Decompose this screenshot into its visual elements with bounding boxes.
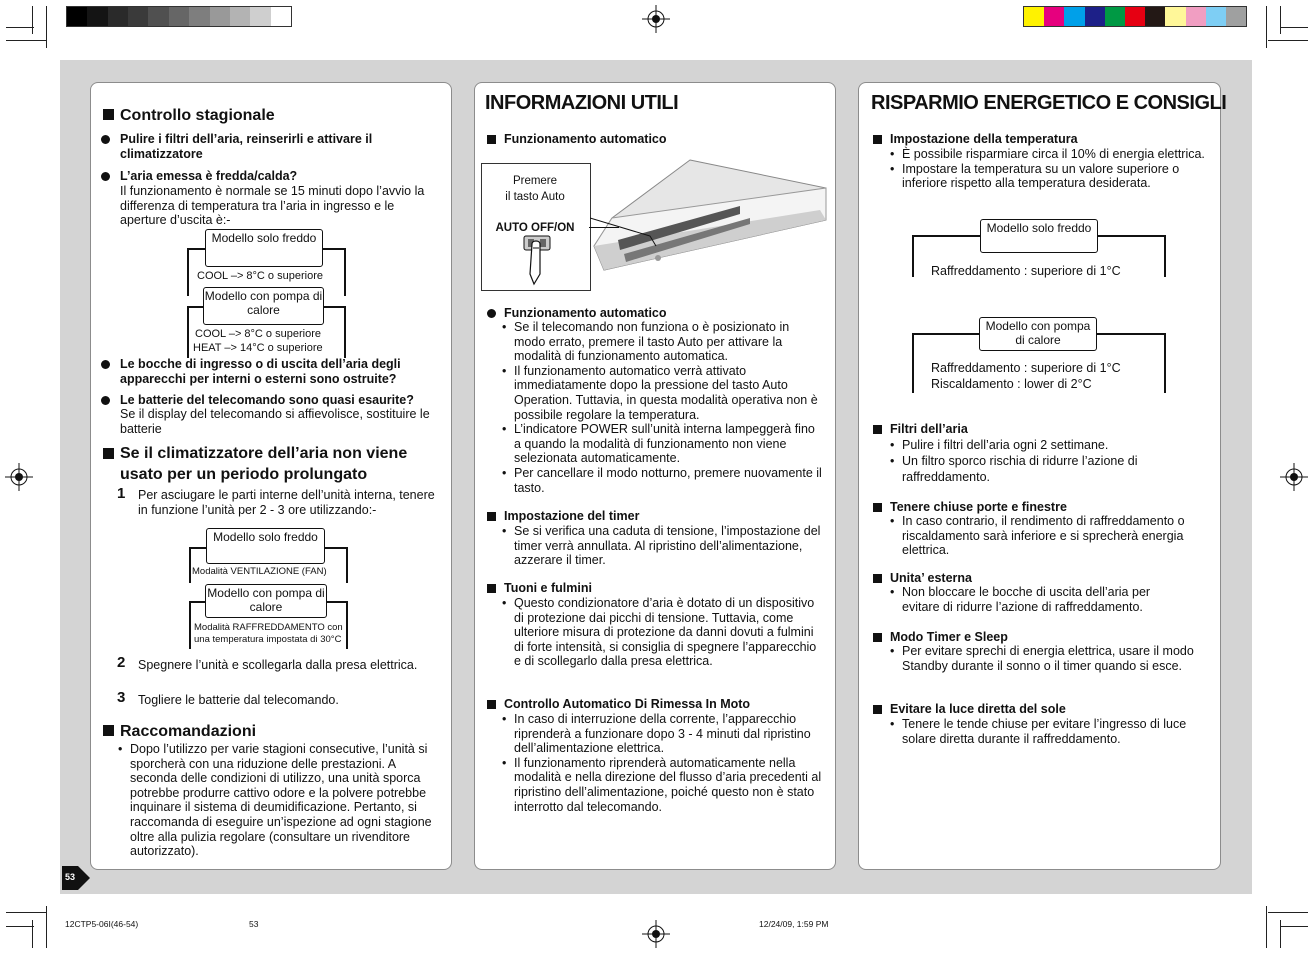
- sleep-timer-list: [890, 644, 1208, 673]
- cool-only-box: Modello solo freddo: [205, 229, 323, 267]
- temperature-list: [890, 147, 1205, 191]
- list-item: • Tenere le tende chiuse per evitare l’ingresso di luce solare diretta durante il raffreddamento.: [890, 717, 1210, 746]
- list-item: • Per evitare sprechi di energia elettrica, usare il modo Standby durante il sonno o il timer quando si esce.: [890, 644, 1208, 673]
- subheading: Filtri dell’aria: [890, 422, 968, 437]
- color-swatch: [1024, 7, 1044, 26]
- subheading: Tenere chiuse porte e finestre: [890, 500, 1067, 515]
- color-swatch: [230, 7, 250, 26]
- heat-pump-box: Modello con pompa di calore: [203, 287, 324, 325]
- page-title: INFORMAZIONI UTILI: [485, 92, 679, 114]
- color-swatch: [1165, 7, 1185, 26]
- subheading: Evitare la luce diretta del sole: [890, 702, 1066, 717]
- subheading: Impostazione del timer: [504, 509, 639, 524]
- list-item: • Questo condizionatore d’aria è dotato di un dispositivo di protezione dai picchi di tensione. Tuttavia, come ulteriore misura di protezione da danni dovuti a fulmini di forte intensità, si consiglia di spegnere l’apparecchio e di scollegarlo dalla presa elettrica.: [502, 596, 822, 669]
- cool-mode-line: Modalità RAFFREDDAMENTO con: [194, 622, 343, 633]
- registration-mark-bottom: [642, 920, 670, 948]
- air-temp-text: Il funzionamento è normale se 15 minuti dopo l’avvio la differenza di temperatura tra l’aria in ingresso e le aperture d’uscita è:-: [120, 184, 425, 227]
- footer-file: 12CTP5-06I(46-54): [65, 919, 139, 929]
- section-unused-long: [103, 443, 453, 485]
- bullet-air-temp: L’aria emessa è fredda/calda?: [120, 169, 440, 184]
- step-number: 2: [117, 654, 126, 671]
- remote-instruction-2: il tasto Auto: [505, 191, 565, 203]
- list-item: • Se il telecomando non funziona o è posizionato in modo errato, premere il tasto Auto per attivare la modalità di funzionamento automatica.: [502, 320, 822, 364]
- cool-only-line: Raffreddamento : superiore di 1°C: [931, 264, 1121, 278]
- filter-list: [890, 437, 1190, 485]
- registration-mark-left: [5, 463, 33, 491]
- color-swatch: [189, 7, 209, 26]
- heat-pump-line-heat: HEAT –> 14°C o superiore: [193, 342, 323, 354]
- page-number: 53: [65, 872, 76, 882]
- footer-date: 12/24/09, 1:59 PM: [759, 919, 829, 929]
- subheading: Unita’ esterna: [890, 571, 972, 586]
- heat-pump-line-heat: Riscaldamento : lower di 2°C: [931, 377, 1092, 391]
- step-1-text: Per asciugare le parti interne dell’unità interna, tenere in funzione l’unità per 2 - 3 ore utilizzando:-: [138, 488, 435, 517]
- heat-pump-line-cool: COOL –> 8°C o superiore: [195, 328, 321, 340]
- color-swatch: [1085, 7, 1105, 26]
- bullet-clean-filters: Pulire i filtri dell’aria, reinserirli e attivare il climatizzatore: [120, 132, 440, 162]
- finger-press-icon: [518, 234, 558, 286]
- list-item: • Un filtro sporco rischia di ridurre l’azione di raffreddamento.: [890, 453, 1190, 485]
- subheading: Funzionamento automatico: [504, 132, 667, 147]
- list-item: • Non bloccare le bocche di uscita dell’aria per evitare di ridurre l’azione di raffreddamento.: [890, 585, 1190, 614]
- list-item: • Il funzionamento riprenderà automaticamente nella modalità e nella direzione del flusso d’aria precedenti al ripristino dell’alimentazione, poiché questo non è stato interrotto dal telecomando.: [502, 756, 822, 814]
- auto-list: [502, 320, 822, 495]
- color-swatch: [67, 7, 87, 26]
- color-swatch: [1064, 7, 1084, 26]
- connector-line: [589, 227, 619, 228]
- subheading: Controllo Automatico Di Rimessa In Moto: [504, 697, 750, 712]
- list-item: • Impostare la temperatura su un valore superiore o inferiore rispetto alla temperatura desiderata.: [890, 162, 1205, 191]
- color-swatch: [1125, 7, 1145, 26]
- thunder-list: [502, 596, 822, 669]
- timer-list: [502, 524, 827, 568]
- recommendations-list: [118, 742, 443, 859]
- sun-list: [890, 717, 1210, 746]
- section-seasonal-control: [103, 105, 275, 126]
- batteries-text: Se il display del telecomando si affievolisce, sostituire le batterie: [120, 407, 430, 436]
- step-number: 1: [117, 485, 126, 502]
- heat-pump-box: Modello con pompa di calore: [205, 584, 327, 618]
- color-swatch: [1186, 7, 1206, 26]
- step-2-text: Spegnere l’unità e scollegarla dalla presa elettrica.: [138, 658, 418, 672]
- list-item: • Per cancellare il modo notturno, premere nuovamente il tasto.: [502, 466, 822, 495]
- section-title: Se il climatizzatore dell’aria non viene usato per un periodo prolungato: [120, 445, 408, 483]
- footer-page: 53: [249, 919, 259, 929]
- list-item: • In caso di interruzione della corrente, l’apparecchio riprenderà a funzionare dopo 3 - 4 minuti dal ripristino dell’alimentazione elettrica.: [502, 712, 822, 756]
- registration-mark-top: [642, 5, 670, 33]
- subheading: Tuoni e fulmini: [504, 581, 592, 596]
- bullet-batteries: Le batterie del telecomando sono quasi esaurite?: [120, 393, 440, 408]
- subheading: Funzionamento automatico: [504, 306, 667, 321]
- auto-button-label: AUTO OFF/ON: [495, 222, 575, 234]
- restart-list: [502, 712, 822, 814]
- list-item: • Dopo l’utilizzo per varie stagioni consecutive, l’unità si sporcherà con una riduzione delle prestazioni. A seconda delle condizioni di utilizzo, una unità sporca potrebbe produrre cattivo odore e la polvere potrebbe inquinare il sistema di deumidificazione. Pertanto, si raccomanda di eseguire un’ispezione ad ogni stagione oltre alla pulizia regolare (consultare un rivenditore autorizzato).: [118, 742, 443, 859]
- remote-instruction-1: Premere: [512, 175, 558, 187]
- list-item: • È possibile risparmiare circa il 10% di energia elettrica.: [890, 147, 1205, 162]
- color-swatch: [1145, 7, 1165, 26]
- list-item: • Il funzionamento automatico verrà attivato immediatamente dopo la pressione del tasto Auto Operation. Tuttavia, in questa modalità operativa non è possibile regolare la temperatura.: [502, 364, 822, 422]
- list-item: • Pulire i filtri dell’aria ogni 2 settimane.: [890, 437, 1190, 453]
- heat-pump-line-cool: Raffreddamento : superiore di 1°C: [931, 361, 1121, 375]
- section-title: Controllo stagionale: [120, 107, 275, 124]
- list-item: • In caso contrario, il rendimento di raffreddamento o riscaldamento sarà inferiore e si sprecherà energia elettrica.: [890, 514, 1210, 558]
- step-number: 3: [117, 689, 126, 706]
- color-swatch: [128, 7, 148, 26]
- color-swatch: [1226, 7, 1246, 26]
- color-swatch: [250, 7, 270, 26]
- heat-pump-box: Modello con pompa di calore: [979, 317, 1097, 351]
- cool-only-line: COOL –> 8°C o superiore: [197, 270, 323, 282]
- grayscale-bar: [66, 6, 292, 27]
- color-swatch: [210, 7, 230, 26]
- cool-mode-line-2: una temperatura impostata di 30°C: [194, 634, 342, 645]
- color-swatch: [1044, 7, 1064, 26]
- page-title: RISPARMIO ENERGETICO E CONSIGLI: [871, 92, 1227, 114]
- color-swatch: [1105, 7, 1125, 26]
- list-item: • L’indicatore POWER sull’unità interna lampeggerà fino a quando la modalità di funzionamento non viene selezionata automaticamente.: [502, 422, 822, 466]
- color-swatch: [148, 7, 168, 26]
- bullet-vents-blocked: Le bocche di ingresso o di uscita dell’aria degli apparecchi per interni o esterni sono ostruite?: [120, 357, 430, 387]
- color-swatch: [87, 7, 107, 26]
- color-swatch: [169, 7, 189, 26]
- registration-mark-right: [1280, 463, 1308, 491]
- color-swatch: [108, 7, 128, 26]
- door-list: [890, 514, 1210, 558]
- cool-only-box: Modello solo freddo: [206, 528, 325, 564]
- list-item: • Se si verifica una caduta di tensione, l’impostazione del timer verrà annullata. Al ripristino dell’alimentazione, azzerare il timer.: [502, 524, 827, 568]
- step-3-text: Togliere le batterie dal telecomando.: [138, 693, 339, 707]
- color-swatch: [271, 7, 291, 26]
- outdoor-list: [890, 585, 1190, 614]
- subheading: Modo Timer e Sleep: [890, 630, 1008, 645]
- indoor-unit-illustration: [590, 158, 830, 273]
- subheading: Impostazione della temperatura: [890, 132, 1078, 147]
- fan-mode-line: Modalità VENTILAZIONE (FAN): [192, 566, 327, 577]
- color-bar: [1023, 6, 1247, 27]
- section-title: Raccomandazioni: [120, 723, 257, 740]
- cool-only-box: Modello solo freddo: [980, 219, 1098, 253]
- color-swatch: [1206, 7, 1226, 26]
- section-recommendations: [103, 721, 256, 742]
